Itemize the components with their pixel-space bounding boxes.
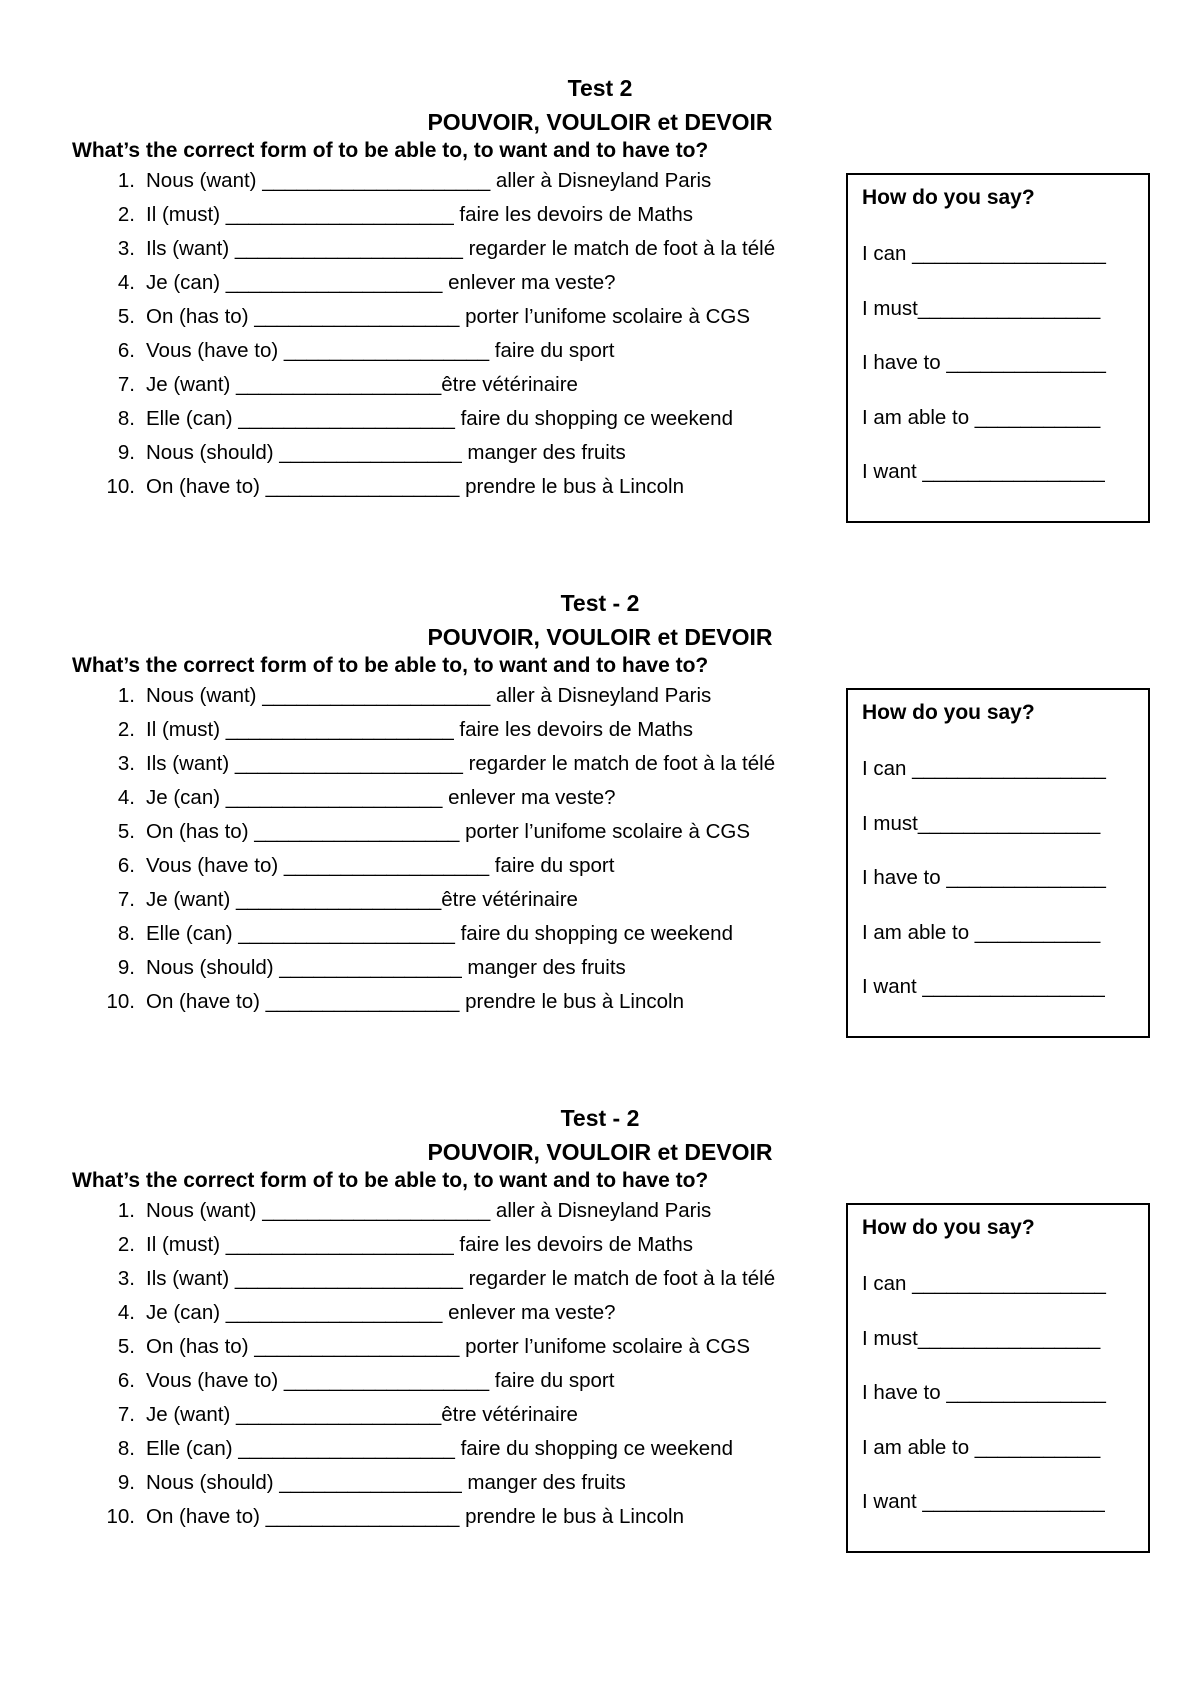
exercise-item [96,1300,836,1334]
test-subtitle: POUVOIR, VOULOIR et DEVOIR [427,1139,773,1165]
item-text: Nous (should) ________________ manger des fruits [146,956,626,979]
exercise-item [96,683,836,717]
exercise-item [96,1334,836,1368]
exercise-item [96,202,836,236]
item-text: Vous (have to) __________________ faire du sport [146,339,615,362]
test-section-1 [0,74,1200,544]
box-line-i-am-able-to: I am able to ___________ [862,405,1101,429]
item-number: 7. [117,373,135,396]
test-title: Test - 2 [560,590,640,616]
item-text: Nous (want) ____________________ aller à Disneyland Paris [146,1199,712,1222]
question-instruction: What’s the correct form of to be able to, to want and to have to? [72,139,709,162]
item-text: Il (must) ____________________ faire les devoirs de Maths [146,718,694,741]
item-number: 9. [117,441,135,464]
item-number: 5. [117,820,135,843]
item-number: 1. [117,1199,135,1222]
exercise-item [96,989,836,1023]
item-text: Je (want) __________________être vétérinaire [146,1403,578,1426]
test-subtitle: POUVOIR, VOULOIR et DEVOIR [427,624,773,650]
item-text: Je (can) ___________________ enlever ma veste? [146,271,616,294]
exercise-item [96,921,836,955]
how-do-you-say-box [846,173,1150,523]
item-number: 8. [117,407,135,430]
item-number: 6. [117,1369,135,1392]
how-do-you-say-box [846,1203,1150,1553]
item-text: Vous (have to) __________________ faire du sport [146,854,615,877]
item-text: On (have to) _________________ prendre le bus à Lincoln [146,475,684,498]
exercise-item [96,1198,836,1232]
item-number: 9. [117,1471,135,1494]
box-line-i-must: I must________________ [862,296,1101,320]
item-number: 2. [117,1233,135,1256]
item-number: 9. [117,956,135,979]
test-subtitle: POUVOIR, VOULOIR et DEVOIR [427,109,773,135]
exercise-list [96,168,836,508]
box-line-i-have-to: I have to ______________ [862,351,1106,374]
box-line-i-am-able-to: I am able to ___________ [862,920,1101,944]
box-lines [862,1271,1106,1544]
item-text: Je (can) ___________________ enlever ma veste? [146,786,616,809]
item-number: 7. [117,1403,135,1426]
test-section-3 [0,1104,1200,1574]
exercise-item [96,853,836,887]
box-line-i-am-able-to: I am able to ___________ [862,1435,1101,1459]
box-line-i-want: I want ________________ [862,975,1105,998]
box-line-i-can: I can _________________ [862,757,1106,780]
item-number: 5. [117,305,135,328]
box-line-i-have-to: I have to ______________ [862,866,1106,889]
item-number: 3. [117,237,135,260]
box-line-i-want: I want ________________ [862,460,1105,483]
item-number: 3. [117,752,135,775]
exercise-item [96,785,836,819]
exercise-item [96,955,836,989]
item-text: Je (can) ___________________ enlever ma veste? [146,1301,616,1324]
box-heading: How do you say? [862,1216,1035,1239]
exercise-item [96,887,836,921]
exercise-item [96,1436,836,1470]
exercise-item [96,1504,836,1538]
box-line-i-must: I must________________ [862,1326,1101,1350]
item-number: 10. [106,475,135,498]
box-lines [862,241,1106,514]
exercise-item [96,751,836,785]
item-text: Ils (want) ____________________ regarder le match de foot à la télé [146,752,776,775]
test-section-2 [0,589,1200,1059]
item-text: Elle (can) ___________________ faire du shopping ce weekend [146,407,733,430]
item-number: 1. [117,169,135,192]
test-title: Test - 2 [560,1105,640,1131]
item-number: 10. [106,990,135,1013]
item-number: 4. [117,1301,135,1324]
exercise-item [96,1266,836,1300]
exercise-item [96,1232,836,1266]
exercise-item [96,1402,836,1436]
item-text: Je (want) __________________être vétérinaire [146,373,578,396]
item-number: 7. [117,888,135,911]
how-do-you-say-box [846,688,1150,1038]
item-text: Nous (want) ____________________ aller à Disneyland Paris [146,684,712,707]
exercise-item [96,270,836,304]
item-number: 6. [117,339,135,362]
item-text: Nous (should) ________________ manger des fruits [146,441,626,464]
item-number: 1. [117,684,135,707]
item-text: On (have to) _________________ prendre le bus à Lincoln [146,1505,684,1528]
exercise-item [96,474,836,508]
item-number: 4. [117,271,135,294]
item-number: 2. [117,718,135,741]
exercise-item [96,236,836,270]
item-number: 3. [117,1267,135,1290]
item-text: Ils (want) ____________________ regarder le match de foot à la télé [146,237,776,260]
item-number: 4. [117,786,135,809]
box-lines [862,756,1106,1029]
box-heading: How do you say? [862,701,1035,724]
exercise-list [96,683,836,1023]
exercise-item [96,406,836,440]
test-title: Test 2 [567,75,633,101]
item-text: Ils (want) ____________________ regarder le match de foot à la télé [146,1267,776,1290]
exercise-item [96,304,836,338]
item-text: Il (must) ____________________ faire les devoirs de Maths [146,203,694,226]
item-text: Nous (want) ____________________ aller à Disneyland Paris [146,169,712,192]
box-line-i-can: I can _________________ [862,242,1106,265]
exercise-item [96,338,836,372]
item-text: On (has to) __________________ porter l’unifome scolaire à CGS [146,1335,750,1358]
item-text: Il (must) ____________________ faire les devoirs de Maths [146,1233,694,1256]
exercise-item [96,819,836,853]
item-text: Je (want) __________________être vétérinaire [146,888,578,911]
item-number: 5. [117,1335,135,1358]
exercise-item [96,440,836,474]
item-text: Elle (can) ___________________ faire du shopping ce weekend [146,1437,733,1460]
item-text: On (has to) __________________ porter l’unifome scolaire à CGS [146,305,750,328]
item-text: On (has to) __________________ porter l’unifome scolaire à CGS [146,820,750,843]
item-text: Vous (have to) __________________ faire du sport [146,1369,615,1392]
box-line-i-want: I want ________________ [862,1490,1105,1513]
item-number: 6. [117,854,135,877]
item-number: 8. [117,1437,135,1460]
exercise-item [96,717,836,751]
box-line-i-must: I must________________ [862,811,1101,835]
box-heading: How do you say? [862,186,1035,209]
item-text: Nous (should) ________________ manger des fruits [146,1471,626,1494]
item-number: 2. [117,203,135,226]
exercise-list [96,1198,836,1538]
item-text: Elle (can) ___________________ faire du shopping ce weekend [146,922,733,945]
box-line-i-can: I can _________________ [862,1272,1106,1295]
question-instruction: What’s the correct form of to be able to, to want and to have to? [72,654,709,677]
item-number: 8. [117,922,135,945]
item-number: 10. [106,1505,135,1528]
exercise-item [96,1368,836,1402]
exercise-item [96,168,836,202]
question-instruction: What’s the correct form of to be able to, to want and to have to? [72,1169,709,1192]
exercise-item [96,1470,836,1504]
exercise-item [96,372,836,406]
box-line-i-have-to: I have to ______________ [862,1381,1106,1404]
item-text: On (have to) _________________ prendre le bus à Lincoln [146,990,684,1013]
